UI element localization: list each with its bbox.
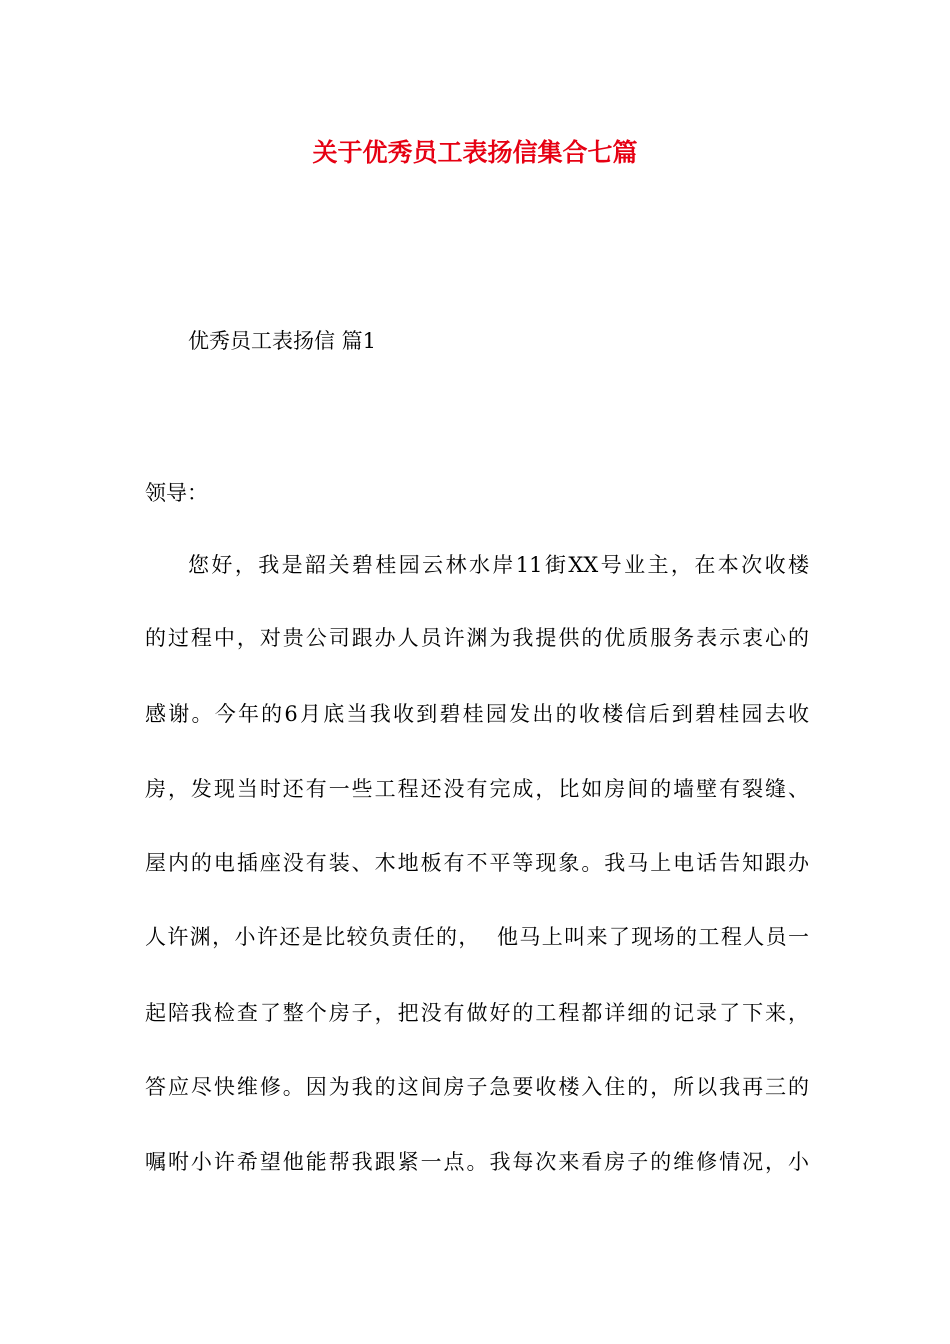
body-line: 屋内的电插座没有装、木地板有不平等现象。我马上电话告知跟办 [145, 851, 809, 875]
body-line: 人许渊，小许还是比较负责任的， 他马上叫来了现场的工程人员一 [145, 925, 809, 949]
body-line: 起陪我检查了整个房子，把没有做好的工程都详细的记录了下来， [145, 1001, 809, 1025]
body-line: 答应尽快维修。因为我的这间房子急要收楼入住的，所以我再三的 [145, 1075, 809, 1099]
section-heading: 优秀员工表扬信 篇1 [188, 329, 377, 353]
document-title: 关于优秀员工表扬信集合七篇 [312, 138, 638, 167]
body-line: 感谢。今年的6月底当我收到碧桂园发出的收楼信后到碧桂园去收 [145, 702, 809, 726]
body-line: 嘱咐小许希望他能帮我跟紧一点。我每次来看房子的维修情况，小 [145, 1150, 809, 1174]
body-line: 房，发现当时还有一些工程还没有完成，比如房间的墙壁有裂缝、 [145, 777, 809, 801]
salutation: 领导： [145, 481, 208, 505]
body-line: 的过程中，对贵公司跟办人员许渊为我提供的优质服务表示衷心的 [145, 626, 809, 650]
body-line: 您好，我是韶关碧桂园云林水岸11街XX号业主，在本次收楼 [188, 553, 809, 577]
